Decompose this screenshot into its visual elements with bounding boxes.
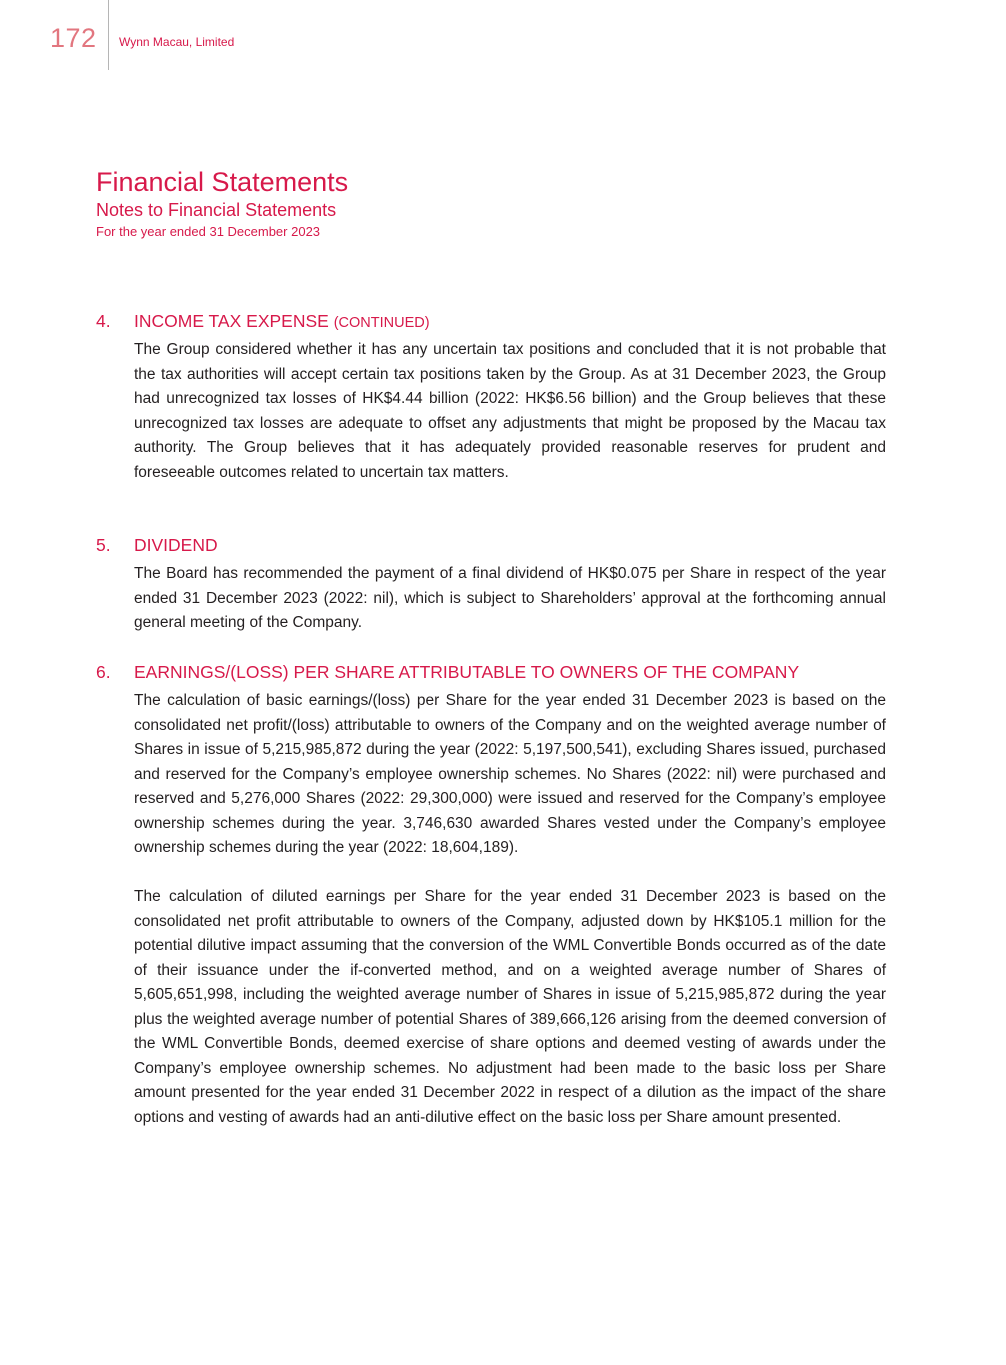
section-heading xyxy=(96,309,886,333)
paragraph: The calculation of basic earnings/(loss) per Share for the year ended 31 December 2023 is based on the consolidated net profit/(loss) attributable to owners of the Company and on the weighted average number of Shares in issue of 5,215,985,872 during the year (2022: 5,197,500,541), excluding Shares issued, purchased and reserved for the Company’s employee ownership schemes. No Shares (2022: nil) were purchased and reserved and 5,276,000 Shares (2022: 29,300,000) were issued and reserved for the Company’s employee ownership schemes during the year. 3,746,630 awarded Shares vested under the Company’s employee ownership schemes during the year (2022: 18,604,189). xyxy=(134,692,886,856)
section-body xyxy=(134,338,886,485)
section-number: 5. xyxy=(96,535,111,555)
section-number: 6. xyxy=(96,662,111,682)
section-income-tax-expense xyxy=(96,309,886,485)
section-heading xyxy=(96,660,886,684)
section-body xyxy=(134,562,886,636)
section-title: EARNINGS/(LOSS) PER SHARE ATTRIBUTABLE TO OWNERS OF THE COMPANY xyxy=(134,662,800,682)
company-name: Wynn Macau, Limited xyxy=(119,35,235,49)
section-number: 4. xyxy=(96,311,111,331)
document-period: For the year ended 31 December 2023 xyxy=(96,224,321,239)
paragraph: The Group considered whether it has any uncertain tax positions and concluded that it is not probable that the tax authorities will accept certain tax positions taken by the Group. As at 31 December 2023, the Group had unrecognized tax losses of HK$4.44 billion (2022: HK$6.56 billion) and the Group believes that these unrecognized tax losses are adequate to offset any adjustments that might be proposed by the Macau tax authority. The Group believes that it has adequately provided reasonable reserves for prudent and foreseeable outcomes related to uncertain tax matters. xyxy=(134,341,886,481)
section-dividend xyxy=(96,533,886,636)
section-title-text: INCOME TAX EXPENSE xyxy=(134,311,329,331)
section-title-suffix: (CONTINUED) xyxy=(333,315,430,331)
paragraph: The calculation of diluted earnings per Share for the year ended 31 December 2023 is based on the consolidated net profit attributable to owners of the Company, adjusted down by HK$105.1 million for the potential dilutive impact assuming that the conversion of the WML Convertible Bonds occurred as of the date of their issuance under the if-converted method, and on a weighted average number of Shares of 5,605,651,998, including the weighted average number of Shares in issue of 5,215,985,872 during the year plus the weighted average number of potential Shares of 389,666,126 arising from the deemed conversion of the WML Convertible Bonds, deemed exercise of share options and deemed vesting of awards under the Company’s employee ownership schemes. No adjustment had been made to the basic loss per Share amount presented for the year ended 31 December 2022 in respect of a dilution as the impact of the share options and vesting of awards had an anti-dilutive effect on the basic loss per Share amount presented. xyxy=(134,888,886,1126)
section-earnings-per-share xyxy=(96,660,886,1130)
section-heading xyxy=(96,533,886,557)
page-number: 172 xyxy=(50,23,97,53)
header-divider xyxy=(108,0,109,70)
section-title xyxy=(134,309,430,335)
section-title: DIVIDEND xyxy=(134,535,218,555)
title-block xyxy=(96,166,348,241)
document-title: Financial Statements xyxy=(96,167,349,197)
section-body xyxy=(134,689,886,1130)
document-subtitle: Notes to Financial Statements xyxy=(96,200,337,220)
paragraph: The Board has recommended the payment of a final dividend of HK$0.075 per Share in respect of the year ended 31 December 2023 (2022: nil), which is subject to Shareholders’ approval at the forthcoming annual general meeting of the Company. xyxy=(134,565,886,631)
